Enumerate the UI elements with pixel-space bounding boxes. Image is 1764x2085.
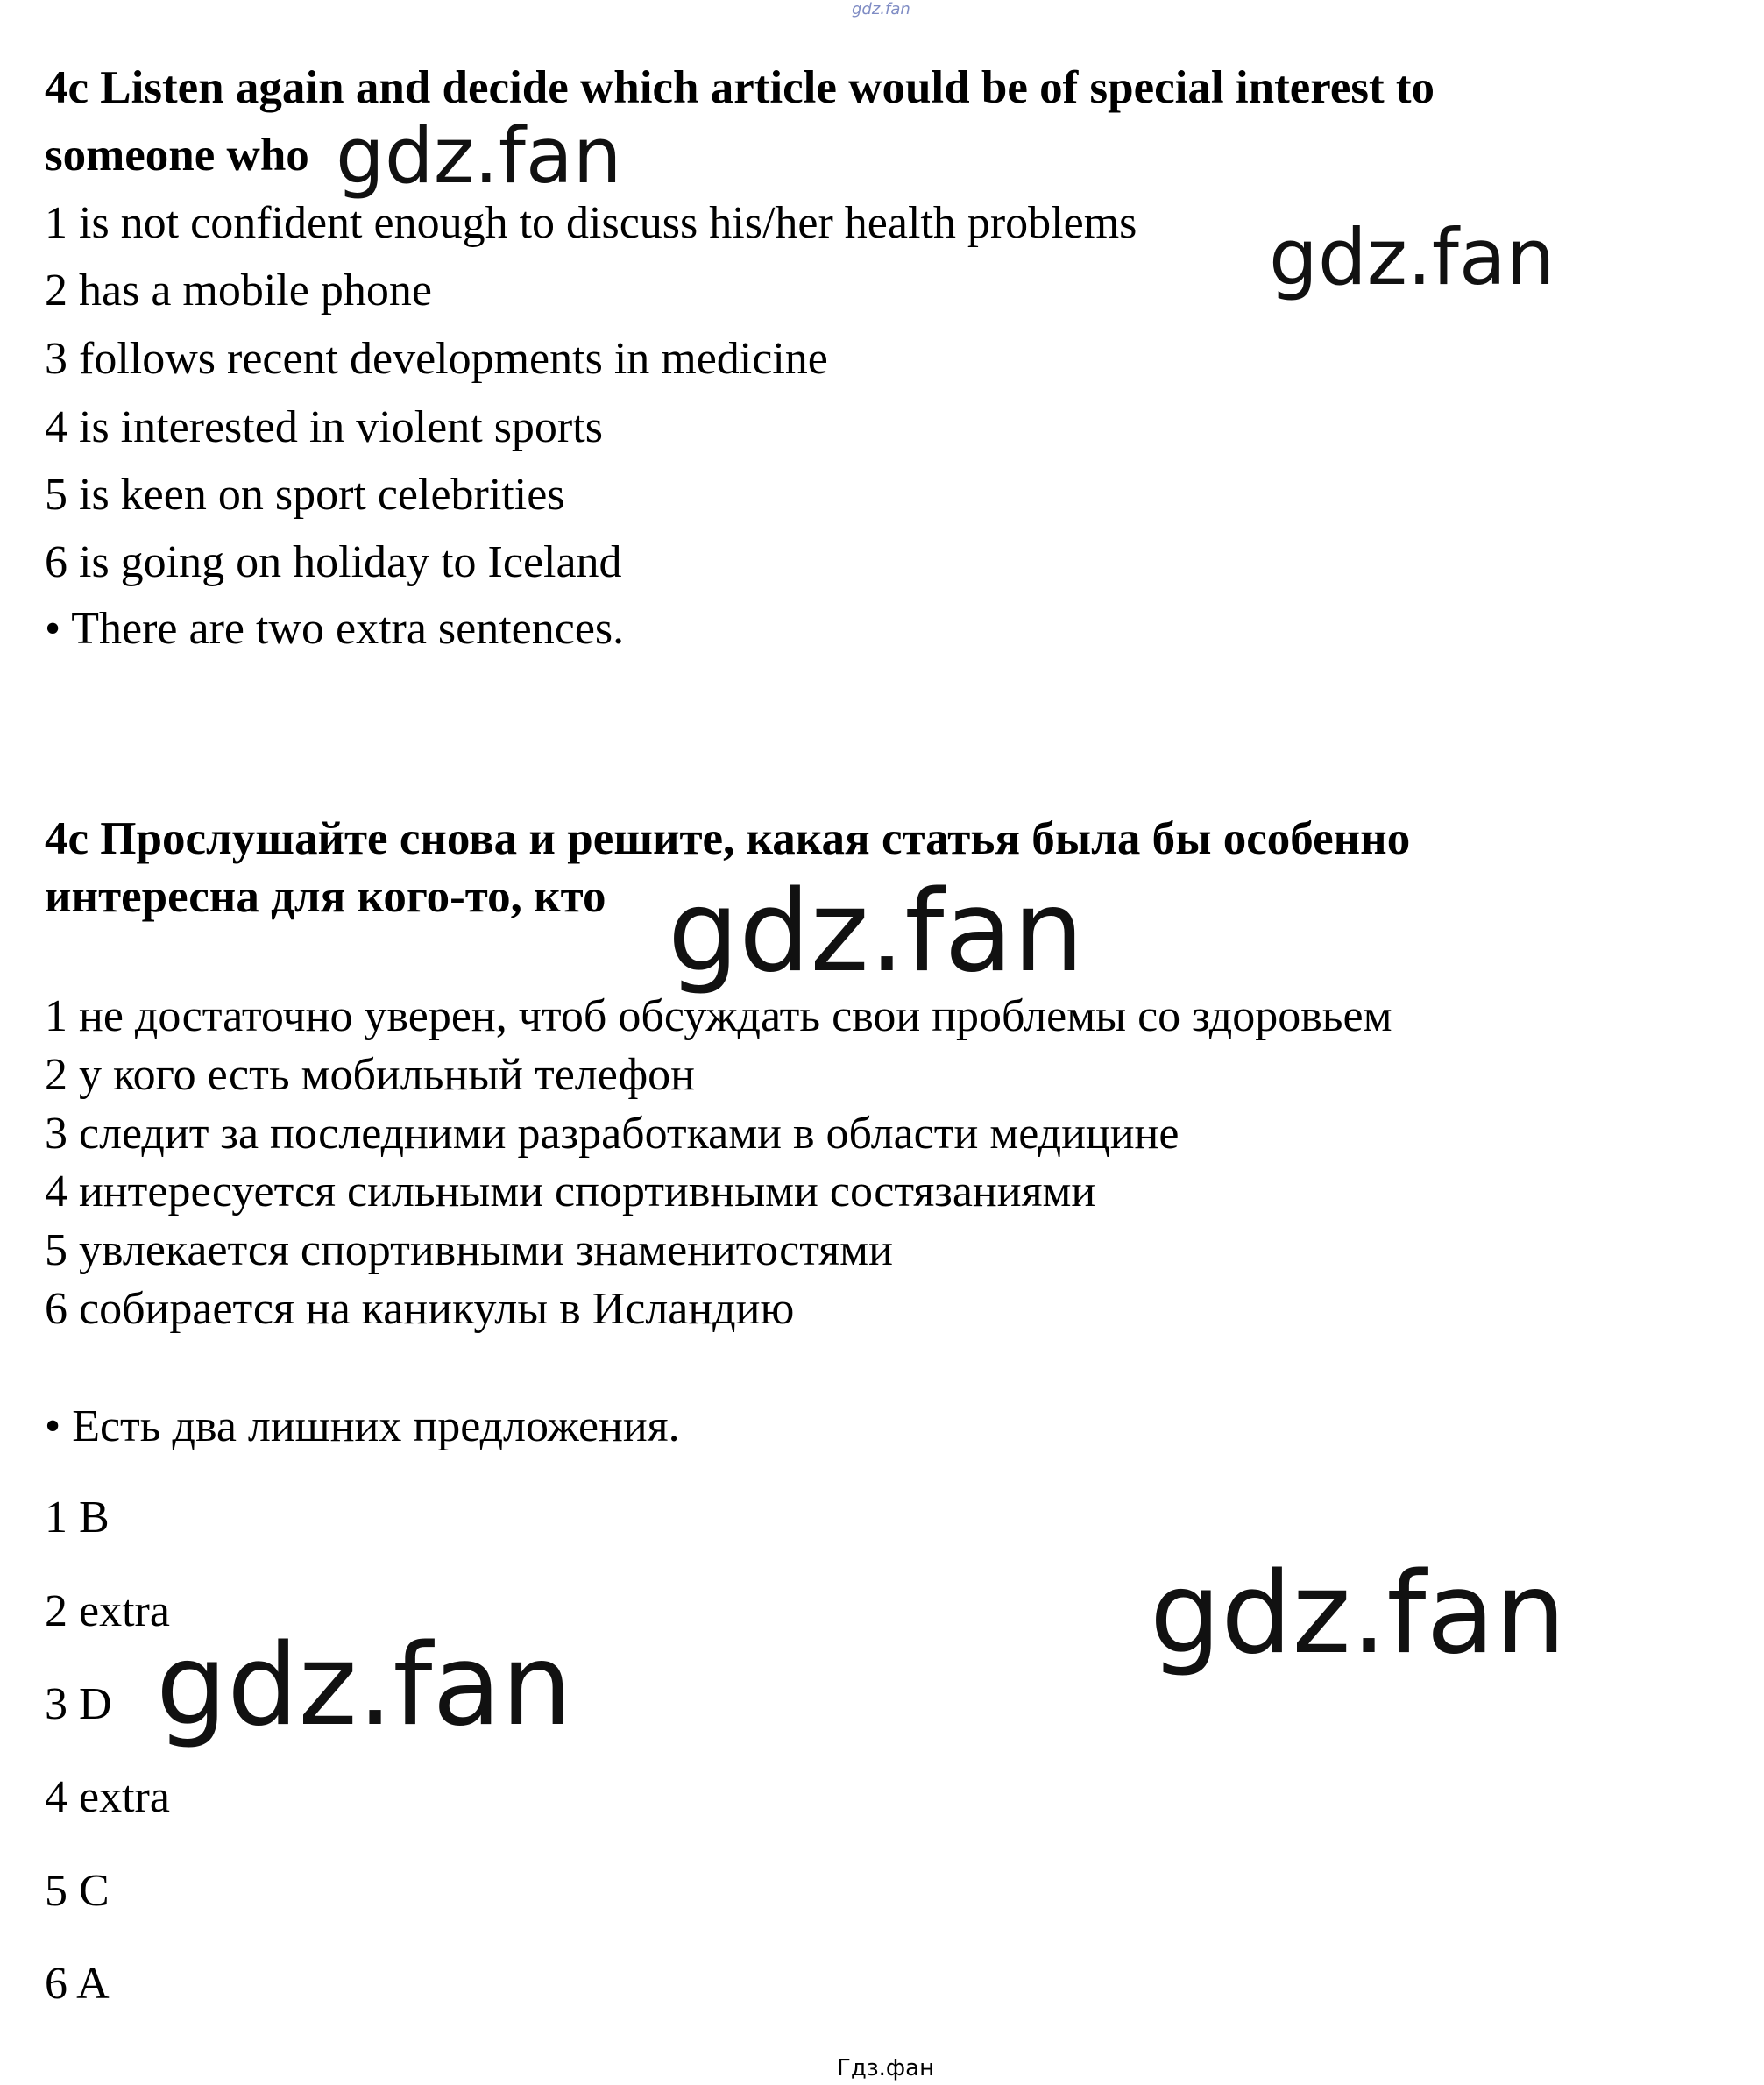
watermark: gdz.fan [668, 867, 1084, 997]
russian-item-4: 4 интересуется сильными спортивными состязаниями [45, 1167, 1096, 1216]
english-item-6: 6 is going on holiday to Iceland [45, 537, 622, 587]
watermark: gdz.fan [336, 110, 622, 201]
russian-heading-line-2: интересна для кого-то, кто [45, 871, 606, 922]
russian-heading-line-1: 4c Прослушайте снова и решите, какая статья была бы особенно [45, 813, 1411, 864]
answer-1: 1 B [45, 1493, 110, 1542]
watermark: gdz.fan [1150, 1549, 1566, 1679]
english-heading-line-2: someone who [45, 130, 309, 181]
footer-text: Гдз.фан [837, 2055, 935, 2081]
english-item-1: 1 is not confident enough to discuss his/her health problems [45, 198, 1137, 248]
english-item-5: 5 is keen on sport celebrities [45, 470, 565, 520]
top-watermark: gdz.fan [852, 0, 910, 18]
answer-6: 6 A [45, 1959, 110, 2009]
watermark: gdz.fan [156, 1620, 572, 1751]
russian-item-5: 5 увлекается спортивными знаменитостями [45, 1225, 893, 1275]
russian-note: • Есть два лишних предложения. [45, 1401, 680, 1451]
russian-item-6: 6 собирается на каникулы в Исландию [45, 1284, 795, 1334]
answer-4: 4 extra [45, 1772, 170, 1822]
russian-item-2: 2 у кого есть мобильный телефон [45, 1050, 695, 1100]
english-item-2: 2 has a mobile phone [45, 266, 432, 316]
english-item-4: 4 is interested in violent sports [45, 402, 603, 452]
answer-5: 5 C [45, 1866, 110, 1916]
english-item-3: 3 follows recent developments in medicine [45, 334, 828, 384]
russian-item-3: 3 следит за последними разработками в области медицине [45, 1109, 1180, 1159]
english-note: • There are two extra sentences. [45, 604, 625, 654]
english-heading-line-1: 4c Listen again and decide which article would be of special interest to [45, 62, 1435, 113]
answer-3: 3 D [45, 1679, 112, 1729]
answer-2: 2 extra [45, 1586, 170, 1636]
watermark: gdz.fan [1269, 212, 1555, 302]
russian-item-1: 1 не достаточно уверен, чтоб обсуждать свои проблемы со здоровьем [45, 991, 1392, 1041]
